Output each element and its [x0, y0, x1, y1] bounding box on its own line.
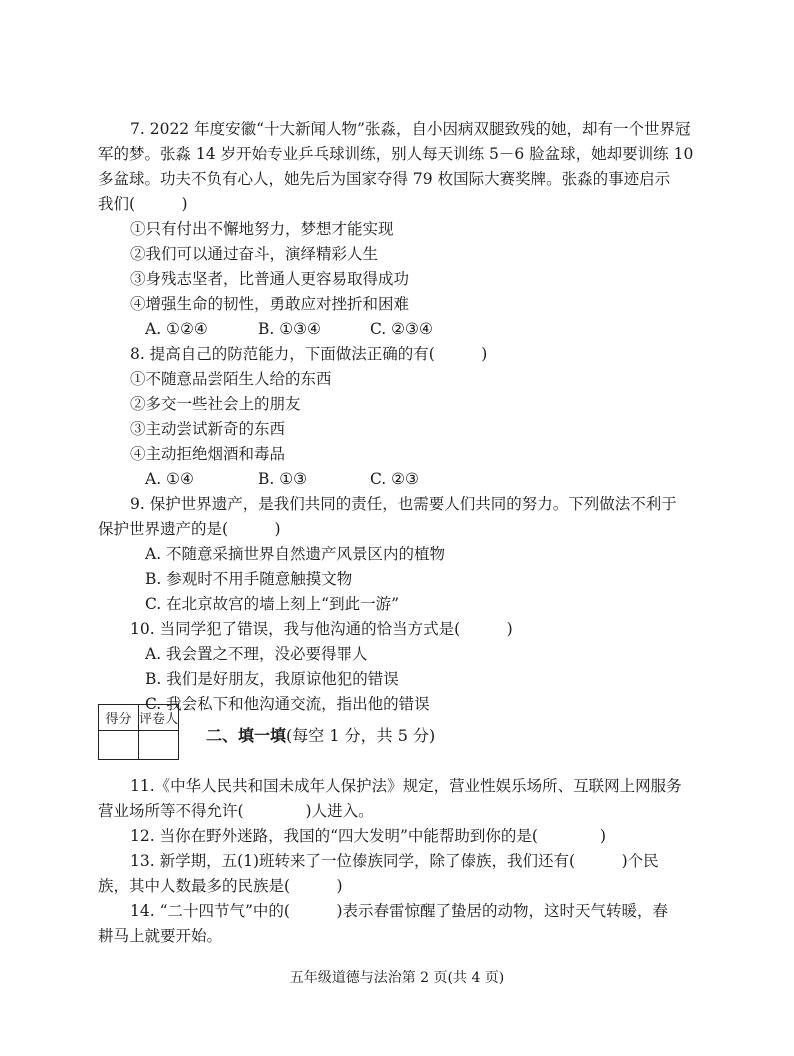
q12-stem: 12. 当你在野外迷路，我国的“四大发明”中能帮助到你的是( ) [130, 827, 607, 845]
q10-option-c: C. 我会私下和他沟通交流，指出他的错误 [145, 695, 430, 713]
grader-cell[interactable] [139, 731, 179, 760]
q7-item-2: ②我们可以通过奋斗，演绎精彩人生 [130, 245, 379, 263]
page-footer: 五年级道德与法治第 2 页(共 4 页) [289, 970, 505, 986]
score-cell[interactable] [99, 731, 139, 760]
q7-option-b: B. ①③④ [258, 320, 321, 338]
section-title: 二、填一填 [206, 726, 287, 745]
q7-line-1: 7. 2022 年度安徽“十大新闻人物”张淼，自小因病双腿致残的她，却有一个世界冠 [130, 120, 691, 138]
grader-label: 评卷人 [139, 705, 179, 731]
q8-stem: 8. 提高自己的防范能力，下面做法正确的有( ) [130, 345, 488, 363]
q7-item-1: ①只有付出不懈地努力，梦想才能实现 [130, 220, 394, 238]
q8-option-c: C. ②③ [370, 470, 419, 488]
q9-option-a: A. 不随意采摘世界自然遗产风景区内的植物 [145, 545, 446, 563]
q8-item-1: ①不随意品尝陌生人给的东西 [130, 370, 332, 388]
q7-line-4: 我们( ) [98, 195, 188, 213]
score-label: 得分 [99, 705, 139, 731]
q7-line-2: 军的梦。张淼 14 岁开始专业乒乓球训练，别人每天训练 5－6 脸盆球，她却要训练 10 [98, 145, 694, 163]
section-note: (每空 1 分，共 5 分) [286, 726, 436, 745]
q11-line-2: 营业场所等不得允许( )人进入。 [98, 802, 374, 820]
q10-stem: 10. 当同学犯了错误，我与他沟通的恰当方式是( ) [130, 620, 513, 638]
q14-line-2: 耕马上就要开始。 [98, 927, 223, 945]
q9-line-1: 9. 保护世界遗产，是我们共同的责任，也需要人们共同的努力。下列做法不利于 [130, 495, 677, 513]
q7-line-3: 多盆球。功夫不负有心人，她先后为国家夺得 79 枚国际大赛奖牌。张淼的事迹启示 [98, 170, 671, 188]
score-box [98, 704, 179, 760]
q9-option-b: B. 参观时不用手随意触摸文物 [145, 570, 353, 588]
q9-line-2: 保护世界遗产的是( ) [98, 520, 281, 538]
q7-item-3: ③身残志坚者，比普通人更容易取得成功 [130, 270, 410, 288]
q10-option-b: B. 我们是好朋友，我原谅他犯的错误 [145, 670, 399, 688]
q8-item-2: ②多交一些社会上的朋友 [130, 395, 301, 413]
q7-option-c: C. ②③④ [370, 320, 433, 338]
q14-line-1: 14. “二十四节气”中的( )表示春雷惊醒了蛰居的动物，这时天气转暖，春 [130, 902, 669, 920]
q7-item-4: ④增强生命的韧性，勇敢应对挫折和困难 [130, 295, 410, 313]
section-heading [206, 725, 435, 747]
q8-option-b: B. ①③ [258, 470, 308, 488]
q8-item-4: ④主动拒绝烟酒和毒品 [130, 445, 286, 463]
q8-item-3: ③主动尝试新奇的东西 [130, 420, 286, 438]
q10-option-a: A. 我会置之不理，没必要得罪人 [145, 645, 368, 663]
q11-line-1: 11.《中华人民共和国未成年人保护法》规定，营业性娱乐场所、互联网上网服务 [130, 777, 682, 795]
q13-line-1: 13. 新学期，五(1)班转来了一位傣族同学，除了傣族，我们还有( )个民 [130, 852, 659, 870]
q13-line-2: 族，其中人数最多的民族是( ) [98, 877, 343, 895]
q9-option-c: C. 在北京故宫的墙上刻上“到此一游” [145, 595, 400, 613]
q7-option-a: A. ①②④ [145, 320, 208, 338]
q8-option-a: A. ①④ [145, 470, 194, 488]
